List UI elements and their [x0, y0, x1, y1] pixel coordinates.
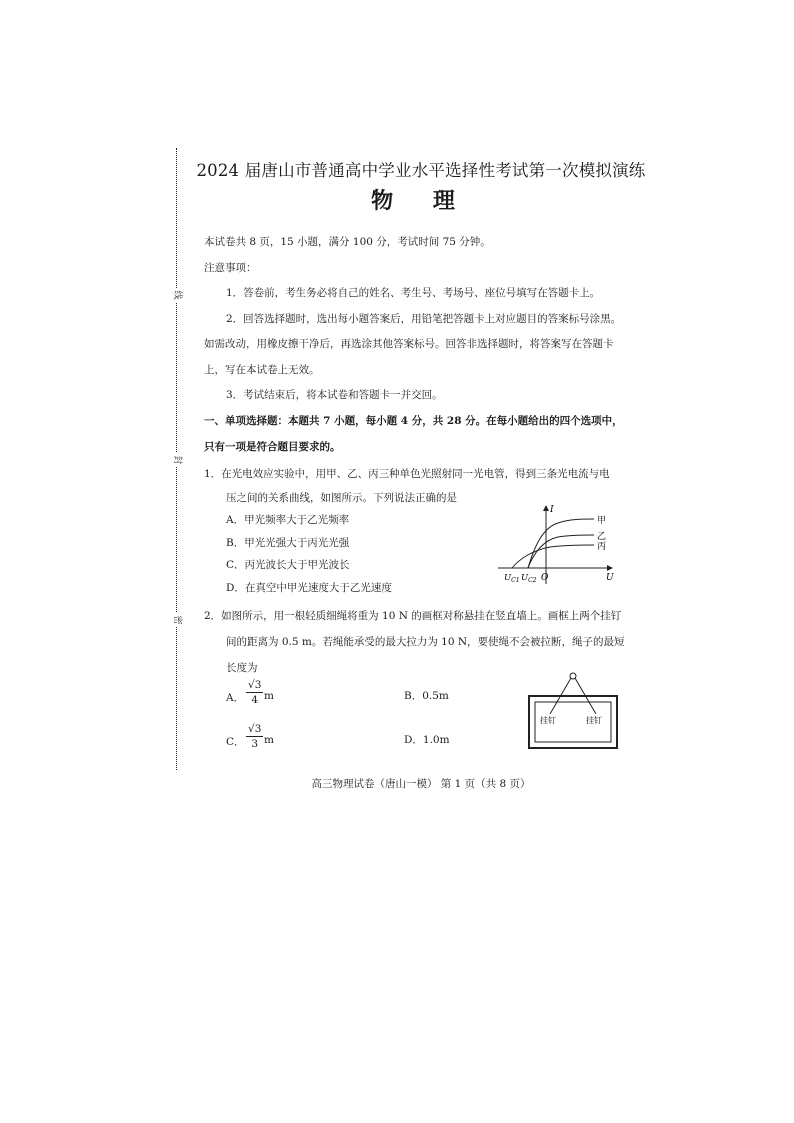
q1-option-c: C．丙光波长大于甲光波长	[226, 559, 350, 571]
q1-origin-label: O	[541, 573, 549, 583]
q1-curve-bing	[512, 545, 594, 568]
q2-option-a-label: A．	[226, 692, 245, 704]
subject-title: 物 理	[371, 188, 471, 214]
notice-item-2-line-1: 2．回答选择题时，选出每小题答案后，用铅笔把答题卡上对应题目的答案标号涂黑。	[226, 313, 622, 325]
section-heading-line-2: 只有一项是符合题目要求的。	[204, 441, 341, 453]
q2-stem-line-3: 长度为	[226, 662, 258, 674]
q1-curve-jia	[528, 519, 594, 568]
q1-x-axis-label: U	[606, 573, 614, 583]
q2-option-d: D．1.0m	[404, 734, 450, 746]
q2-stem-line-2: 间的距离为 0.5 m。若绳能承受的最大拉力为 10 N，要使绳不会被拉断，绳子的最短	[226, 636, 625, 648]
notice-item-2-line-2: 如需改动，用橡皮擦干净后，再选涂其他答案标号。回答非选择题时，将答案写在答题卡	[204, 338, 614, 350]
q1-iu-graph	[490, 500, 620, 588]
margin-mark-feng: 封	[172, 453, 182, 467]
q1-option-d: D．在真空中甲光速度大于乙光速度	[226, 582, 392, 594]
q2-option-c-fraction	[246, 722, 263, 751]
notice-item-2-line-3: 上，写在本试卷上无效。	[204, 364, 320, 376]
q1-curve-yi	[528, 535, 594, 568]
q2-option-a-fraction	[246, 678, 263, 707]
q2-option-c-label: C．	[226, 736, 245, 748]
q1-curve-yi-label: 乙	[597, 532, 607, 542]
q1-curve-jia-label: 甲	[597, 516, 607, 526]
q1-stem-line-2: 压之间的关系曲线，如图所示。下列说法正确的是	[226, 492, 457, 504]
notice-heading: 注意事项：	[204, 262, 257, 274]
q1-y-axis-label: I	[550, 505, 554, 515]
q1-option-b: B．甲光光强大于丙光光强	[226, 537, 350, 549]
q1-uc2-label: $U_{C2}$	[521, 573, 537, 584]
q2-option-a-denominator: 4	[251, 694, 259, 706]
q2-option-c-unit: m	[264, 734, 274, 746]
q2-stem-line-1: 2．如图所示，用一根轻质细绳将重为 10 N 的画框对称悬挂在竖直墙上。画框上两个挂钉	[204, 610, 622, 622]
q2-option-c-numerator: √3	[248, 723, 262, 735]
q1-stem-line-1: 1．在光电效应实验中，用甲、乙、丙三种单色光照射同一光电管，得到三条光电流与电	[204, 468, 610, 480]
section-heading-line-1: 一、单项选择题：本题共 7 小题，每小题 4 分，共 28 分。在每小题给出的四个选项中，	[204, 415, 623, 427]
q1-option-a: A．甲光频率大于乙光频率	[226, 514, 350, 526]
q2-nail-left-label: 挂钉	[540, 716, 556, 725]
page-footer: 高三物理试卷（唐山一模） 第 1 页（共 8 页）	[311, 778, 531, 790]
q2-frame-figure	[526, 668, 620, 752]
q1-uc1-label: $U_{C1}$	[504, 573, 520, 584]
q2-option-a-numerator: √3	[248, 679, 262, 691]
exam-title: 2024 届唐山市普通高中学业水平选择性考试第一次模拟演练	[196, 161, 646, 180]
exam-intro: 本试卷共 8 页，15 小题，满分 100 分，考试时间 75 分钟。	[204, 236, 491, 248]
q2-option-a-unit: m	[264, 690, 274, 702]
notice-item-3: 3．考试结束后，将本试卷和答题卡一并交回。	[226, 389, 443, 401]
q2-option-b: B．0.5m	[404, 690, 449, 702]
q1-curve-bing-label: 丙	[597, 542, 607, 552]
q2-nail-right-label: 挂钉	[586, 716, 602, 725]
notice-item-1: 1．答卷前，考生务必将自己的姓名、考生号、考场号、座位号填写在答题卡上。	[226, 287, 601, 299]
q2-option-c-denominator: 3	[251, 738, 259, 750]
margin-mark-mi: 密	[172, 613, 182, 627]
margin-mark-xian: 线	[172, 288, 182, 302]
